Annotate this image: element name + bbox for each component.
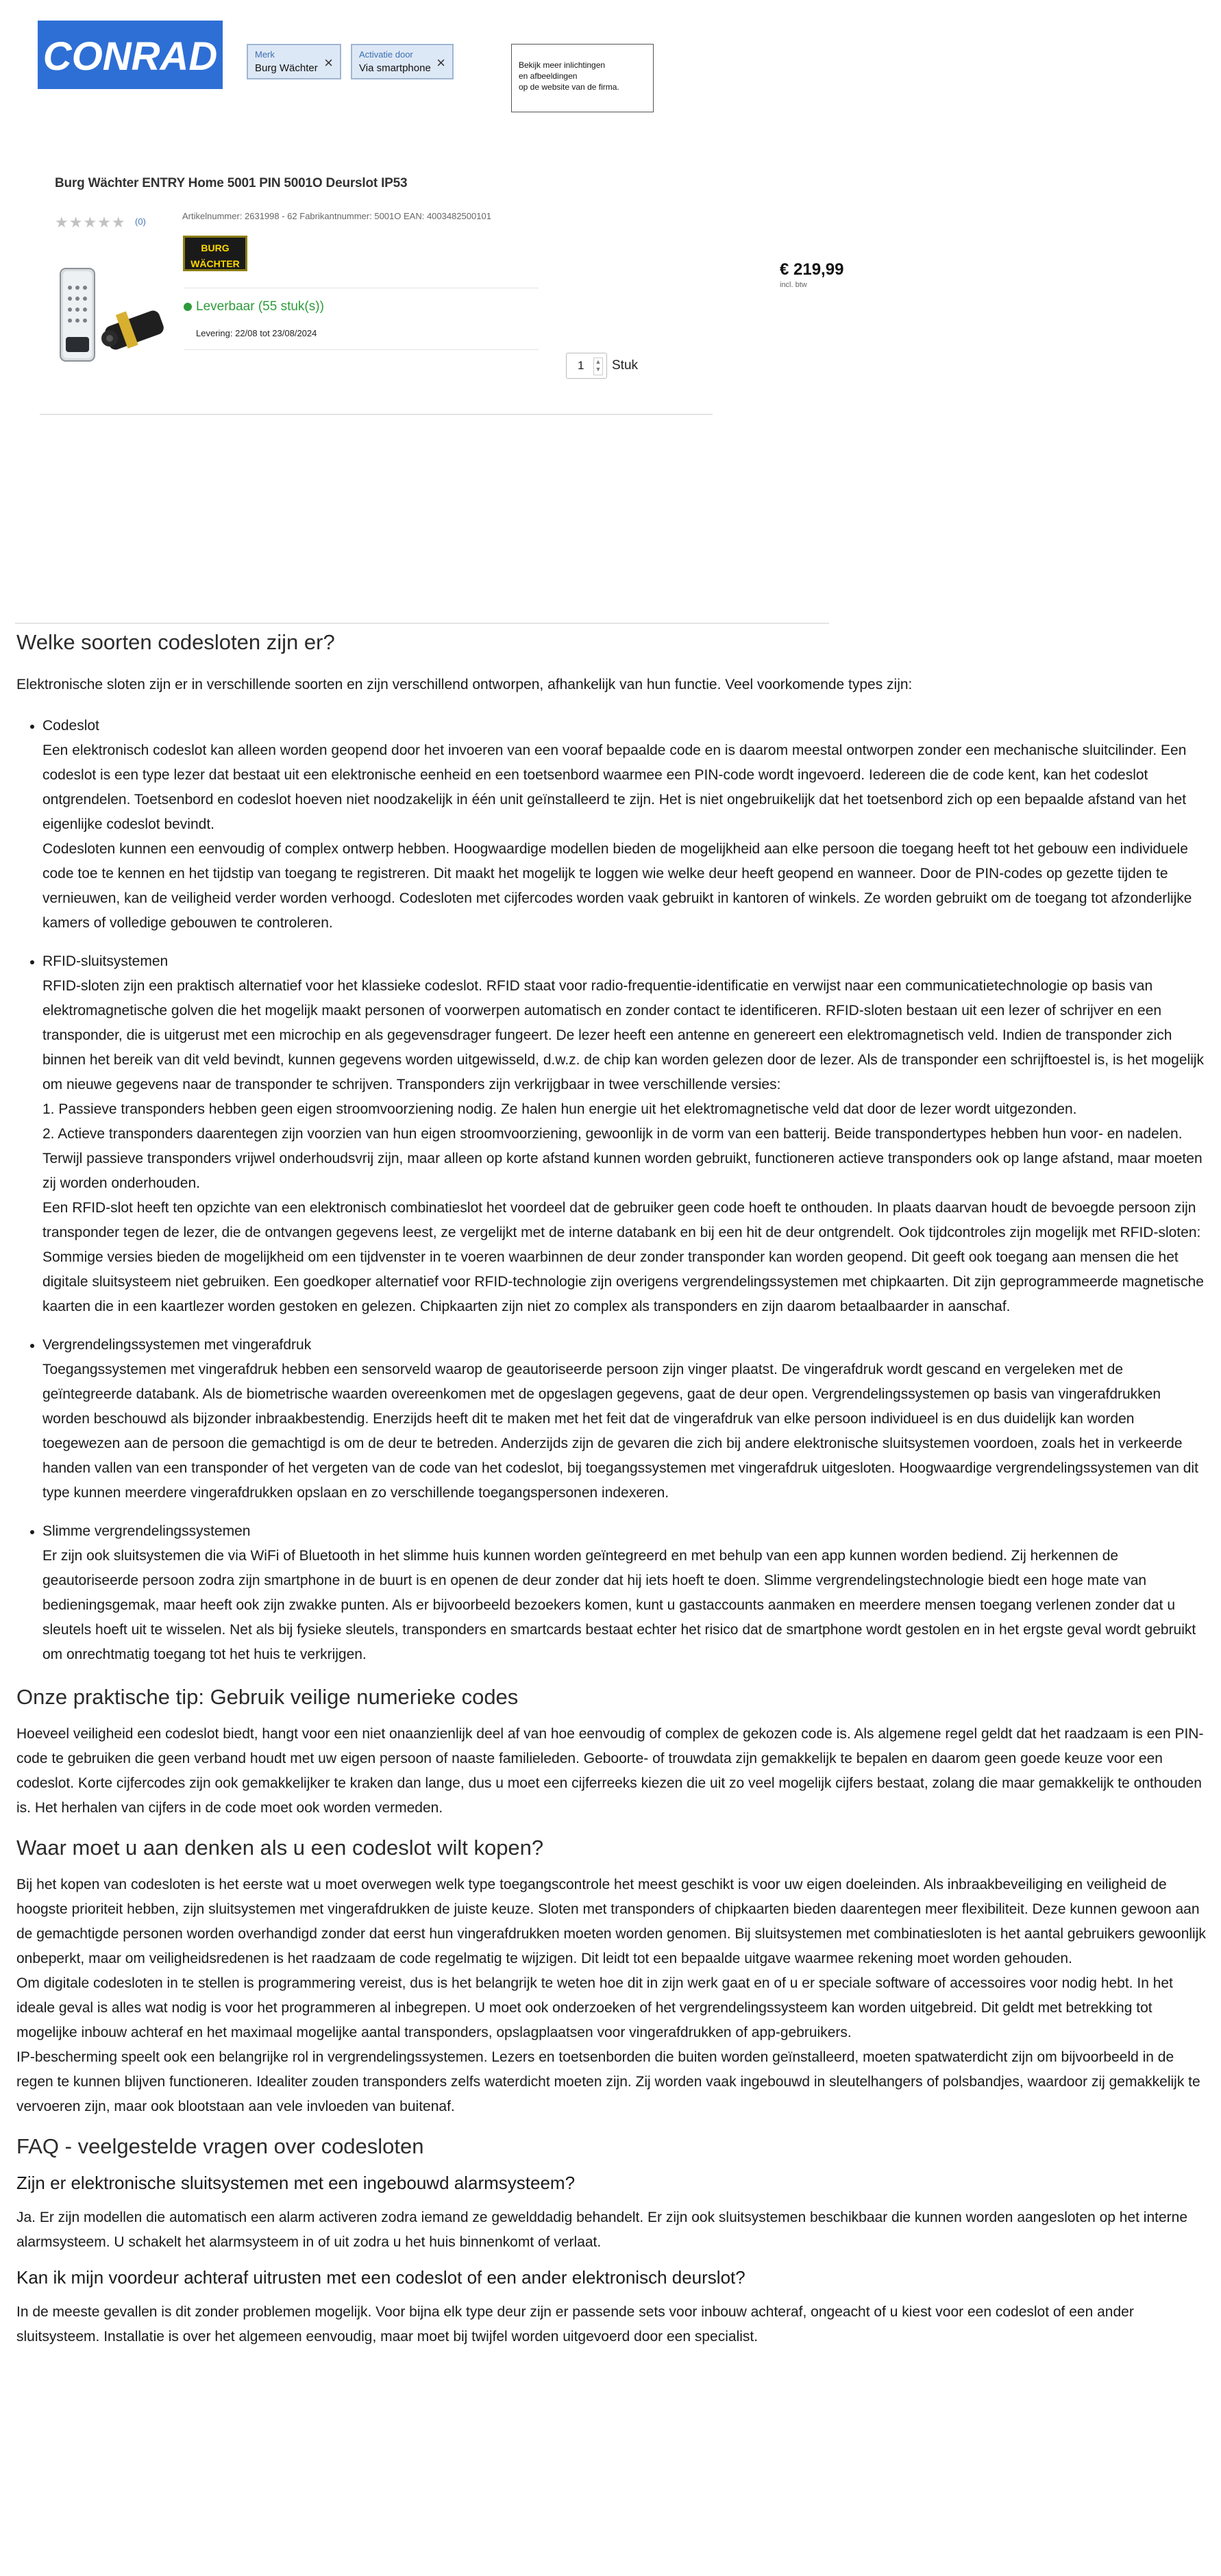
brand-logo-line: BURG bbox=[201, 242, 230, 253]
faq-question: Kan ik mijn voordeur achteraf uitrusten met een codeslot of een ander elektronisch deurslot? bbox=[16, 2267, 745, 2288]
list-item-text: Codesloten kunnen een eenvoudig of complex ontwerp hebben. Hoogwaardige modellen bieden de mogelijkheid aan elke persoon die toegang heeft tot het gebouw een individuele code toe te kennen en het tijdstip van toegang te registreren. Dit maakt het mogelijk te loggen wie welke deur heeft geopend en wanneer. Door de PIN-codes op gezette tijden te vernieuwen, kan de veiligheid verder worden verhoogd. Codesloten met cijfercodes worden vaak gebruikt in kantoren of winkels. Ze worden gebruikt om de toegang tot afzonderlijke kamers of volledige gebouwen te controleren. bbox=[42, 841, 1192, 931]
divider bbox=[15, 623, 829, 624]
buy-paragraph: Bij het kopen van codesloten is het eerste wat u moet overwegen welk type toegangscontrole het meest geschikt is voor uw eigen doeleinden. Als inbraakbeveiliging en veiligheid de hoogste prioriteit hebben, zijn sluitsystemen met vingerafdrukken de juiste keuze. Sloten met transponders of chipkaarten bieden daarentegen meer flexibiliteit. Deze kunnen gewoon aan de gemachtigde personen worden overhandigd zonder dat eerst hun vingerafdrukken moeten worden genomen. Bij sluitsystemen met combinatiesloten is het aantal gebruikers gewoonlijk onbeperkt, maar om veiligheidsredenen is het raadzaam de code regelmatig te wijzigen. Dit leidt tot een bepaalde uitgave waarmee rekening moet worden gehouden. bbox=[16, 1877, 1206, 1966]
tip-paragraph: Hoeveel veiligheid een codeslot biedt, hangt voor een niet onaanzienlijk deel af van hoe eenvoudig of complex de gekozen code is. Als algemene regel geldt dat het raadzaam is een PIN-code te gebruiken die geen verband houdt met uw eigen persoon of naaste familieleden. Geboorte- of trouwdata zijn gemakkelijk te bepalen en daarom geen goede keuze voor een codeslot. Korte cijfercodes zijn ook gemakkelijker te kraken dan lange, dus u moet een cijferreeks kiezen die uit zo veel mogelijk cijfers bestaat, zolang die maar gemakkelijk te onthouden is. Het herhalen van cijfers in de code moet ook worden vermeden. bbox=[16, 1726, 1204, 1816]
delivery-date: Levering: 22/08 tot 23/08/2024 bbox=[196, 328, 317, 338]
vat-note: incl. btw bbox=[780, 281, 807, 289]
product-price: € 219,99 bbox=[780, 260, 844, 279]
list-item-title: • Slimme vergrendelingssystemen bbox=[42, 1523, 251, 1539]
divider bbox=[184, 349, 539, 350]
manufacturer-info-link[interactable] bbox=[511, 44, 654, 112]
quantity-stepper[interactable] bbox=[566, 353, 607, 379]
list-item-text: Toegangssystemen met vingerafdruk hebben een sensorveld waarop de geautoriseerde persoon zijn vinger plaatst. De vingerafdruk wordt gescand en vergeleken met de geïntegreerde databank. Als de biometrische waarden overeenkomen met de opgeslagen gegevens, gaat de deur open. Vergrendelingssystemen op basis van vingerafdrukken worden beschouwd als bijzonder inbraakbestendig. Enerzijds heeft dit te maken met het feit dat de vingerafdruk van elke persoon individueel is en dus duidelijk kan worden toegewezen aan de persoon die gemachtigd is om de deur te betreden. Anderzijds zijn de gevaren die zich bij andere elektronische sluitsystemen voordoen, zoals het in verkeerde handen vallen van een transponder of het vergeten van de code van het codeslot, bij toegangssystemen met vingerafdruk uitgesloten. Hoogwaardige vergrendelingssystemen van dit type kunnen meerdere vingerafdrukken opslaan en zo verschillende toegangspersonen indexeren. bbox=[42, 1362, 1198, 1501]
list-item-text: RFID-sloten zijn een praktisch alternatief voor het klassieke codeslot. RFID staat voor radio-frequentie-identificatie en verwijst naar een communicatietechnologie op basis van elektromagnetische golven die het mogelijk maakt personen of voorwerpen automatisch en zonder contact te identificeren. RFID-sloten bestaan uit een lezer of schrijver en een transponder, die is uitgerust met een microchip en als gegevensdrager fungeert. De lezer heeft een antenne en genereert een elektromagnetisch veld. Indien de transponder zich binnen het bereik van dit veld bevindt, kunnen gegevens worden uitgewisseld, d.w.z. de chip kan worden gelezen door de lezer. Als de transponder een schrijftoestel is, is het mogelijk om nieuwe gegevens naar de transponder te schrijven. Transponders zijn verkrijgbaar in twee verschillende versies: bbox=[42, 978, 1205, 1092]
filter-chip-value: Burg Wächter bbox=[255, 62, 318, 74]
lock-type-list bbox=[16, 714, 1207, 1667]
quantity-value[interactable]: 1 bbox=[578, 359, 584, 372]
list-item-title: • Vergrendelingssystemen met vingerafdruk bbox=[42, 1337, 312, 1353]
list-item-codeslot bbox=[42, 714, 1207, 936]
stepper-arrows-icon[interactable]: ▲ ▼ bbox=[593, 358, 603, 375]
list-item-text: Er zijn ook sluitsystemen die via WiFi of Bluetooth in het slimme huis kunnen worden geïntegreerd en met behulp van een app kunnen worden bediend. Zij herkennen de geautoriseerde persoon zodra zijn smartphone in de buurt is en openen de deur zonder dat hij iets hoeft te doen. Slimme vergrendelingstechnologie biedt een hoge mate van bedieningsgemak, maar heeft ook zijn zwakke punten. Als er bijvoorbeeld bezoekers komen, kunt u gastaccounts aanmaken en meerdere mensen toegang verlenen zonder dat u sleutels hoeft uit te wisselen. Net als bij fysieke sleutels, transponders en smartcards bestaat echter het risico dat de smartphone wordt gestolen en in het ergste geval wordt gebruikt om onrechtmatig toegang tot het huis te verkrijgen. bbox=[42, 1548, 1196, 1662]
conrad-logo-graphic bbox=[38, 21, 223, 89]
info-line: en afbeeldingen bbox=[519, 71, 578, 81]
stock-status: Leverbaar (55 stuk(s)) bbox=[196, 299, 324, 314]
brand-logo[interactable] bbox=[183, 236, 247, 271]
close-icon[interactable]: × bbox=[436, 54, 445, 71]
list-item-title: • RFID-sluitsystemen bbox=[42, 953, 169, 969]
faq-answer: Ja. Er zijn modellen die automatisch een alarm activeren zodra iemand ze gewelddadig behandelt. Er zijn ook sluitsystemen beschikbaar die kunnen worden aangesloten op het interne alarmsysteem. U schakelt het alarmsysteem in of uit zodra u het huis binnenkomt of verlaat. bbox=[16, 2210, 1188, 2250]
logo-text: CONRAD bbox=[42, 34, 218, 79]
filter-chip-activatie[interactable] bbox=[351, 44, 454, 79]
info-line: op de website van de firma. bbox=[519, 82, 619, 92]
list-item-text: 1. Passieve transponders hebben geen eigen stroomvoorziening nodig. Ze halen hun energie uit het elektromagnetische veld dat door de lezer wordt uitgezonden. bbox=[42, 1101, 1077, 1117]
conrad-logo[interactable] bbox=[38, 21, 223, 89]
faq-answer: In de meeste gevallen is dit zonder problemen mogelijk. Voor bijna elk type deur zijn er passende sets voor inbouw achteraf, ongeacht of u kiest voor een codeslot of een ander sluitsysteem. Installatie is over het algemeen eenvoudig, maar moet bij twijfel worden uitgevoerd door een specialist. bbox=[16, 2304, 1134, 2344]
product-title[interactable]: Burg Wächter ENTRY Home 5001 PIN 5001O Deurslot IP53 bbox=[55, 176, 408, 190]
info-line: Bekijk meer inlichtingen bbox=[519, 60, 606, 70]
list-item-fingerprint bbox=[42, 1333, 1207, 1505]
close-icon[interactable]: × bbox=[324, 54, 333, 71]
faq-question: Zijn er elektronische sluitsystemen met een ingebouwd alarmsysteem? bbox=[16, 2173, 576, 2193]
heading-buy: Waar moet u aan denken als u een codeslot wilt kopen? bbox=[16, 1836, 544, 1860]
filter-chip-caption: Merk bbox=[255, 49, 275, 60]
heading-types: Welke soorten codesloten zijn er? bbox=[16, 630, 335, 654]
article-content bbox=[16, 629, 1207, 2349]
article-numbers: Artikelnummer: 2631998 - 62 Fabrikantnummer: 5001O EAN: 4003482500101 bbox=[182, 211, 491, 221]
intro-paragraph: Elektronische sloten zijn er in verschillende soorten en zijn verschillend ontworpen, afhankelijk van hun functie. Veel voorkomende types zijn: bbox=[16, 677, 913, 692]
quantity-unit: Stuk bbox=[612, 358, 639, 373]
buy-paragraph: Om digitale codesloten in te stellen is programmering vereist, dus is het belangrijk te weten hoe dit in zijn werk gaat en of u er speciale software of accessoires voor nodig hebt. In het ideale geval is alles wat nodig is voor het programmeren al inbegrepen. U moet ook onderzoeken of het vergrendelingssysteem kan worden uitgebreid. Dit geldt met betrekking tot mogelijke inbouw achteraf en het maximaal mogelijke aantal transponders, opslagplaatsen voor vingerafdrukken of app-gebruikers. bbox=[16, 1975, 1173, 2040]
list-item-title: • Codeslot bbox=[42, 718, 99, 734]
divider bbox=[40, 414, 713, 415]
heading-tip: Onze praktische tip: Gebruik veilige numerieke codes bbox=[16, 1685, 519, 1709]
rating-stars[interactable]: ★★★★★ bbox=[55, 214, 126, 231]
list-item-smart bbox=[42, 1519, 1207, 1667]
stock-indicator-icon bbox=[184, 303, 192, 311]
list-item-text: Een RFID-slot heeft ten opzichte van een elektronisch combinatieslot het voordeel dat de gebruiker geen code hoeft te onthouden. In plaats daarvan houdt de bevoegde persoon zijn transponder tegen de lezer, die de ontvangen gegevens leest, ze vergelijkt met de interne databank en bij een hit de deur ontgrendelt. Ook tijdcontroles zijn mogelijk met RFID-sloten: Sommige versies bieden de mogelijkheid om een tijdvenster in te voeren waarbinnen de deur zonder transponder kan worden geopend. Dit geeft ook toegang aan mensen die het digitale sluitsysteem niet gebruiken. Een goedkoper alternatief voor RFID-technologie zijn overigens vergrendelingssystemen met chipkaarten. Dit zijn geprogrammeerde magnetische kaarten die in een kaartlezer worden gestoken en gelezen. Chipkaarten zijn niet zo complex als transponders en zijn daarom betaalbaarder in aanschaf. bbox=[42, 1200, 1204, 1314]
buy-paragraph: IP-bescherming speelt ook een belangrijke rol in vergrendelingssystemen. Lezers en toetsenborden die buiten worden geïnstalleerd, moeten spatwaterdicht zijn om bijvoorbeeld in de regen te kunnen blijven functioneren. Idealiter zouden transponders zelfs waterdicht moeten zijn. Zij worden vaak ingebouwd in sleutelhangers of polsbandjes, waardoor zij gemakkelijk te vervoeren zijn, maar ook blootstaan aan vele invloeden van buitenaf. bbox=[16, 2049, 1200, 2114]
product-image[interactable] bbox=[53, 260, 177, 384]
filter-chip-merk[interactable] bbox=[247, 44, 341, 79]
review-count-link[interactable]: (0) bbox=[135, 216, 146, 227]
brand-logo-line: WÄCHTER bbox=[190, 258, 240, 269]
heading-faq: FAQ - veelgestelde vragen over codesloten bbox=[16, 2134, 424, 2158]
list-item-text: Een elektronisch codeslot kan alleen worden geopend door het invoeren van een vooraf bepaalde code en is daarom meestal ontworpen zonder een mechanische sluitcilinder. Een codeslot is een type lezer dat bestaat uit een elektronische eenheid en een toetsenbord waarmee een PIN-code wordt ingevoerd. Iedereen die de code kent, kan het codeslot ontgrendelen. Toetsenbord en codeslot hoeven niet noodzakelijk in één unit geïnstalleerd te zijn. Het is niet ongebruikelijk dat het toetsenbord zich op een bepaalde afstand van het eigenlijke codeslot bevindt. bbox=[42, 742, 1187, 832]
filter-chip-caption: Activatie door bbox=[359, 49, 413, 60]
list-item-rfid bbox=[42, 949, 1207, 1319]
filter-chip-value: Via smartphone bbox=[359, 62, 431, 74]
list-item-text: 2. Actieve transponders daarentegen zijn voorzien van hun eigen stroomvoorziening, gewoonlijk in de vorm van een batterij. Beide transpondertypes hebben hun voor- en nadelen. Terwijl passieve transponders vrijwel onderhoudsvrij zijn, maar alleen op korte afstand kunnen worden gebruikt, functioneren actieve transponders ook op lange afstand, maar moeten zij worden onderhouden. bbox=[42, 1126, 1202, 1191]
